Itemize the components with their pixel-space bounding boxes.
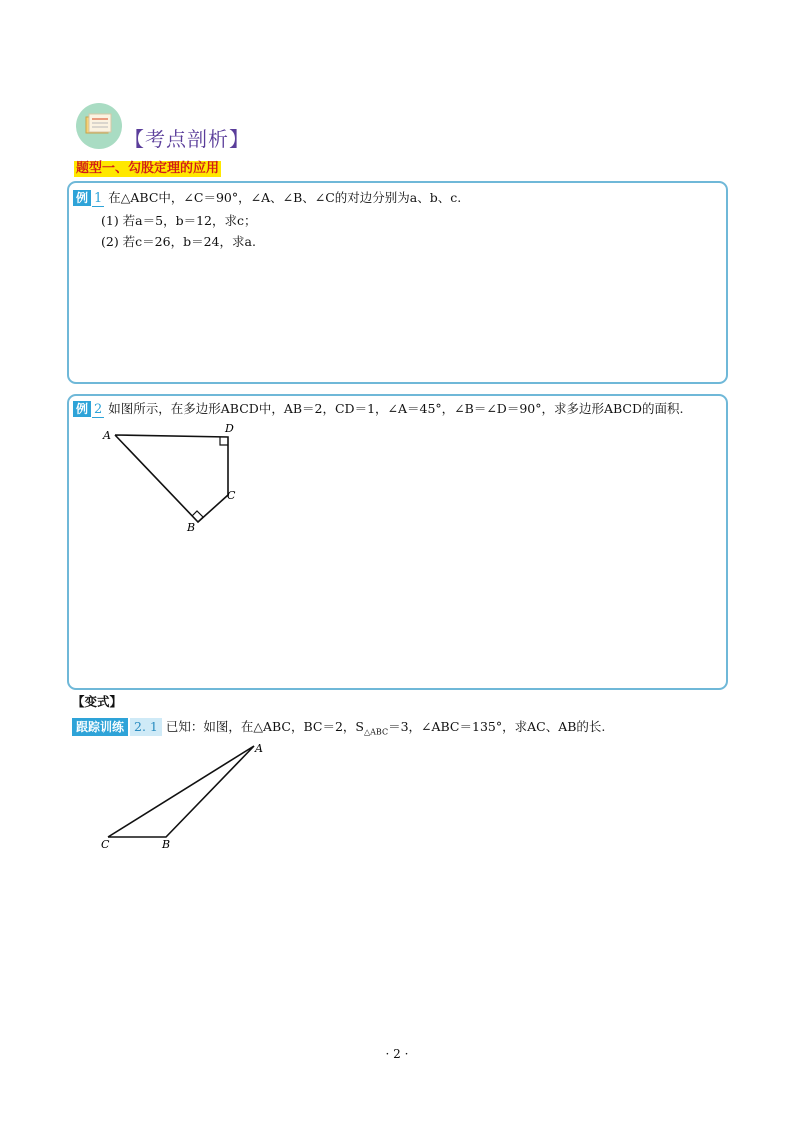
quadrilateral-figure: [95, 418, 245, 538]
example-1-item-2: (2) 若c＝26，b＝24，求a.: [101, 234, 256, 249]
example-number: 1: [94, 191, 103, 206]
variant-label: 【变式】: [72, 694, 123, 709]
example-tag: 例: [73, 401, 91, 417]
practice-tag: 跟踪训练: [72, 718, 128, 736]
page-number: · 2 ·: [385, 1047, 409, 1061]
label-C: C: [101, 838, 110, 851]
example-1-heading: [73, 188, 461, 208]
example-1-item-1: (1) 若a＝5，b＝12，求c；: [101, 213, 257, 228]
label-C: C: [227, 489, 236, 502]
practice-heading: [72, 717, 605, 743]
triangle-figure: [95, 740, 275, 855]
example-number: 2: [94, 402, 103, 417]
example-2-heading: [73, 399, 684, 419]
practice-text-1: 已知：如图，在△ABC，BC＝2，S: [165, 719, 364, 734]
label-B: B: [187, 521, 196, 534]
label-A: A: [255, 742, 263, 755]
topic-label: 题型一、勾股定理的应用: [76, 161, 220, 176]
label-D: D: [225, 422, 234, 435]
practice-subscript: △ABC: [363, 727, 389, 737]
folder-notes-icon: [76, 103, 122, 149]
example-2-text: 如图所示，在多边形ABCD中，AB＝2，CD＝1，∠A＝45°，∠B＝∠D＝90°，求多边形ABCD的面积.: [108, 401, 684, 416]
section-title: 【考点剖析】: [124, 127, 250, 151]
label-A: A: [103, 429, 111, 442]
practice-text-2: ＝3，∠ABC＝135°，求AC、AB的长.: [388, 719, 606, 734]
label-B: B: [162, 838, 171, 851]
example-1-text: 在△ABC中，∠C＝90°，∠A、∠B、∠C的对边分别为a、b、c.: [108, 190, 462, 205]
practice-number: 2. 1: [130, 718, 162, 736]
example-tag: 例: [73, 190, 91, 206]
